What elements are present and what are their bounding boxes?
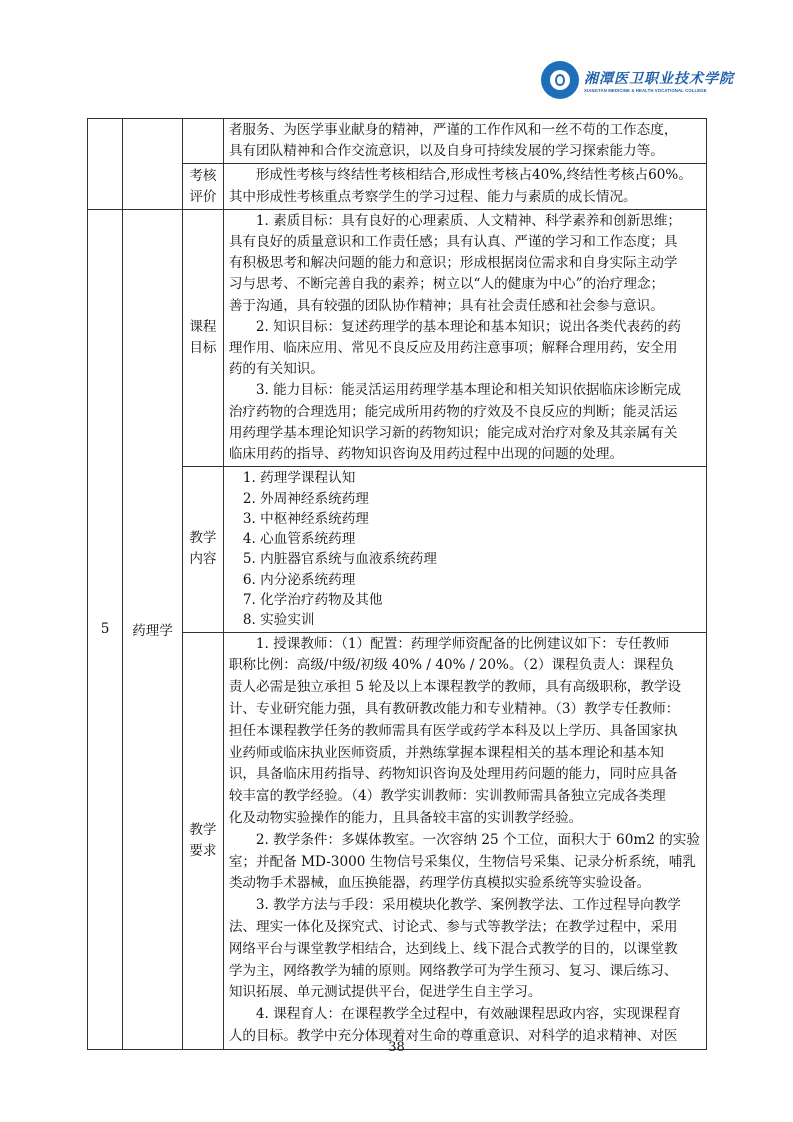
text-line: 1. 素质目标：具有良好的心理素质、人文精神、科学素养和创新思维； [255,212,681,229]
text-line: 2. 教学条件：多媒体教室。一次容纳 25 个工位，面积大于 60m2 的实验 [255,831,700,848]
text-line: 室；并配备 MD-3000 生物信号采集仪，生物信号采集、记录分析系统，哺乳 [228,853,696,870]
text-line: 网络平台与课堂教学相结合，达到线上、线下混合式教学的目的，以课堂教 [228,940,678,957]
text-line: 理作用、临床应用、常见不良反应及用药注意事项；解释合理用药，安全用 [228,340,678,357]
list-item: 1. 药理学课程认知 [242,470,356,487]
requirements-label: 教学 要求 [183,632,224,1049]
text-line: 责人必需是独立承担 5 轮及以上本课程教学的教师，具有高级职称，教学设 [228,679,682,696]
text-line: 形成性考核与终结性考核相结合,形成性考核占40%,终结性考核占60%。 [255,167,692,184]
text-line: 业药师或临床执业医师资质，并熟练掌握本课程相关的基本理论和基本知 [228,744,664,761]
list-item: 7. 化学治疗药物及其他 [242,592,383,609]
text-line: 识，具备临床用药指导、药物知识咨询及处理用药问题的能力，同时应具备 [228,766,678,783]
text-line: 善于沟通，具有较强的团队协作精神；具有社会责任感和社会参与意识。 [228,297,664,314]
text-line: 者服务、为医学事业献身的精神，严谨的工作作风和一丝不苟的工作态度， [228,122,678,138]
text-line: 临床用药的指导、药物知识咨询及用药过程中出现的问题的处理。 [228,446,624,463]
list-item: 4. 心血管系统药理 [242,531,356,548]
list-item: 2. 外周神经系统药理 [242,490,369,507]
text-line: 类动物手术器械，血压换能器，药理学仿真模拟实验系统等实验设备。 [228,875,651,892]
college-seal-icon [541,61,579,99]
objectives-label: 课程 目标 [183,209,224,466]
text-line: 法、理实一体化及探究式、讨论式、参与式等教学法；在教学过程中，采用 [228,918,678,935]
text-line: 4. 课程育人：在课程教学全过程中，有效融课程思政内容，实现课程育 [255,1006,681,1023]
text-line: 1. 授课教师：（1）配置：药理学师资配备的比例建议如下：专任教师 [255,635,670,652]
text-line: 职称比例：高级/中级/初级 40% / 40% / 20%。（2）课程负责人：课程负 [228,657,674,674]
text-line: 有积极思考和解决问题的能力和意识；形成根据岗位需求和自身实际主动学 [228,255,678,272]
logo-name-cn: 湘潭医卫职业技术学院 [584,70,734,87]
curriculum-table [87,118,707,1050]
text-line: 习与思考、不断完善自我的素养；树立以“人的健康为中心”的治疗理念； [228,276,665,293]
page-number: 38 [388,1040,405,1055]
text-line: 治疗药物的合理选用；能完成所用药物的疗效及不良反应的判断；能灵活运 [228,403,678,420]
course-name: 药理学 [123,209,183,1049]
table-row-continuation [88,119,707,164]
assessment-text [223,164,706,209]
content-label: 教学 内容 [183,467,224,632]
continuation-text [223,119,706,164]
assessment-label: 考核 评价 [183,164,224,209]
text-line: 3. 能力目标：能灵活运用药理学基本理论和相关知识依据临床诊断完成 [255,382,681,399]
text-line: 药的有关知识。 [228,361,324,378]
text-line: 计、专业研究能力强，具有教研教改能力和专业精神。（3）教学专任教师： [228,701,680,718]
text-line: 化及动物实验操作的能力，且具备较丰富的实训教学经验。 [228,810,583,826]
text-line: 具有良好的质量意识和工作责任感；具有认真、严谨的学习和工作态度；具 [228,234,678,251]
text-line: 学为主，网络教学为辅的原则。网络教学可为学生预习、复习、课后练习、 [228,962,678,979]
text-line: 3. 教学方法与手段：采用模块化教学、案例教学法、工作过程导向教学 [255,897,681,914]
list-item: 8. 实验实训 [242,612,315,629]
course-number: 5 [88,209,123,1049]
text-line: 具有团队精神和合作交流意识，以及自身可持续发展的学习探索能力等。 [228,143,664,160]
text-line: 2. 知识目标：复述药理学的基本理论和基本知识；说出各类代表药的药 [255,318,681,335]
objectives-text [223,209,706,466]
text-line: 其中形成性考核重点考察学生的学习过程、能力与素质的成长情况。 [228,188,637,205]
logo-name-en: XIANGTAN MEDICINE & HEALTH VOCATIONAL COLLEGE [584,87,707,93]
list-item: 6. 内分泌系统药理 [242,571,356,588]
requirements-text [223,632,706,1049]
list-item: 3. 中枢神经系统药理 [242,510,369,527]
text-line: 用药理学基本理论知识学习新的药物知识；能完成对治疗对象及其亲属有关 [228,424,678,441]
text-line: 担任本课程教学任务的教师需具有医学或药学本科及以上学历、具备国家执 [228,722,678,739]
text-line: 人的目标。教学中充分体现着对生命的尊重意识、对科学的追求精神、对医 [228,1027,678,1044]
text-line: 较丰富的教学经验。（4）教学实训教师：实训教师需具备独立完成各类理 [228,788,666,805]
college-logo [541,61,734,99]
table-row-objectives [88,209,707,466]
content-list [223,467,706,632]
list-item: 5. 内脏器官系统与血液系统药理 [242,551,437,568]
text-line: 知识拓展、单元测试提供平台，促进学生自主学习。 [228,984,542,1001]
